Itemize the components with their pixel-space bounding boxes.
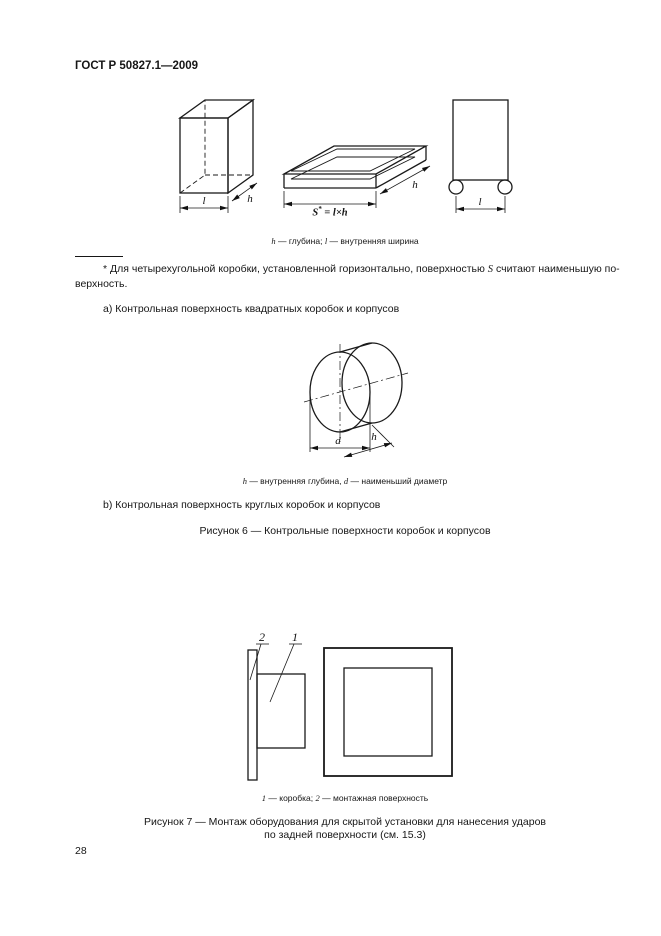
figure7-caption-line-2: по задней поверхности (см. 15.3)	[264, 829, 426, 841]
legend-text-surface: — монтажная поверхность	[319, 793, 429, 803]
formula-base: S	[312, 207, 319, 219]
figure6-caption: Рисунок 6 — Контрольные поверхности коробок и корпусов	[199, 525, 491, 537]
legend-text-diameter: — наименьший диаметр	[348, 476, 448, 486]
front-view-outline	[449, 100, 512, 194]
legend-var-d: d	[343, 476, 349, 486]
figure7-caption-line-1: Рисунок 7 — Монтаж оборудования для скрытой установки для нанесения ударов	[143, 816, 547, 828]
legend-text-width: — внутренняя ширина	[327, 236, 419, 246]
legend-text-depth: — глубина;	[275, 236, 325, 246]
page-number: 28	[75, 845, 87, 857]
legend-var-l: l	[324, 236, 328, 246]
dim-label-h: h	[412, 179, 418, 191]
footnote-text-pre: * Для четырехугольной коробки, установленной горизонтально, поверхностью	[103, 263, 488, 275]
legend-var-2: 2	[315, 793, 320, 803]
figure7-caption	[75, 816, 615, 842]
formula-rest: = l×h	[321, 207, 348, 219]
figure6-legend-square	[75, 236, 615, 247]
footnote-var-s: S	[487, 264, 494, 275]
surface-formula	[280, 205, 380, 219]
dim-label-h: h	[371, 431, 377, 443]
flat-box-outline	[284, 146, 426, 188]
figure7-legend	[75, 793, 615, 804]
footnote-text-post: считают наименьшую по-	[493, 263, 620, 275]
dim-label-l: l	[202, 195, 206, 207]
legend-var-h: h	[271, 236, 276, 246]
legend-var-1: 1	[261, 793, 267, 803]
footnote-rule	[75, 256, 123, 257]
dimension-l	[180, 195, 228, 213]
callout-2	[250, 630, 269, 680]
dim-label-l: l	[478, 196, 482, 208]
drawing-round-box	[292, 330, 422, 480]
document-header: ГОСТ Р 50827.1—2009	[75, 60, 199, 72]
drawing-flush-mount-front-view	[318, 642, 458, 782]
dimension-l	[456, 196, 505, 213]
legend-var-h: h	[242, 476, 247, 486]
drawing-square-box-vertical	[168, 88, 268, 223]
callout-label-2: 2	[259, 630, 265, 644]
legend-text-depth: — внутренняя глубина,	[246, 476, 344, 486]
front-view-squares	[324, 648, 452, 776]
drawing-box-front-view	[438, 92, 528, 217]
footnote	[75, 262, 620, 291]
footnote-line-1	[75, 262, 620, 277]
legend-text-box: — коробка;	[266, 793, 316, 803]
footnote-line-2: верхность.	[75, 278, 128, 290]
dimension-h	[232, 183, 257, 205]
mounting-surface-plate	[248, 650, 257, 780]
figure6-item-a: а) Контрольная поверхность квадратных коробок и корпусов	[103, 303, 400, 315]
tall-box-outline	[180, 100, 253, 193]
formula-superscript: *	[318, 205, 322, 213]
box-side-view	[257, 674, 305, 748]
callout-1	[270, 630, 302, 702]
dim-label-d: d	[335, 435, 341, 447]
dim-label-h: h	[247, 193, 253, 205]
callout-label-1: 1	[292, 630, 298, 644]
figure6-legend-round	[75, 476, 615, 487]
figure6-item-b: b) Контрольная поверхность круглых коробок и корпусов	[103, 499, 381, 511]
